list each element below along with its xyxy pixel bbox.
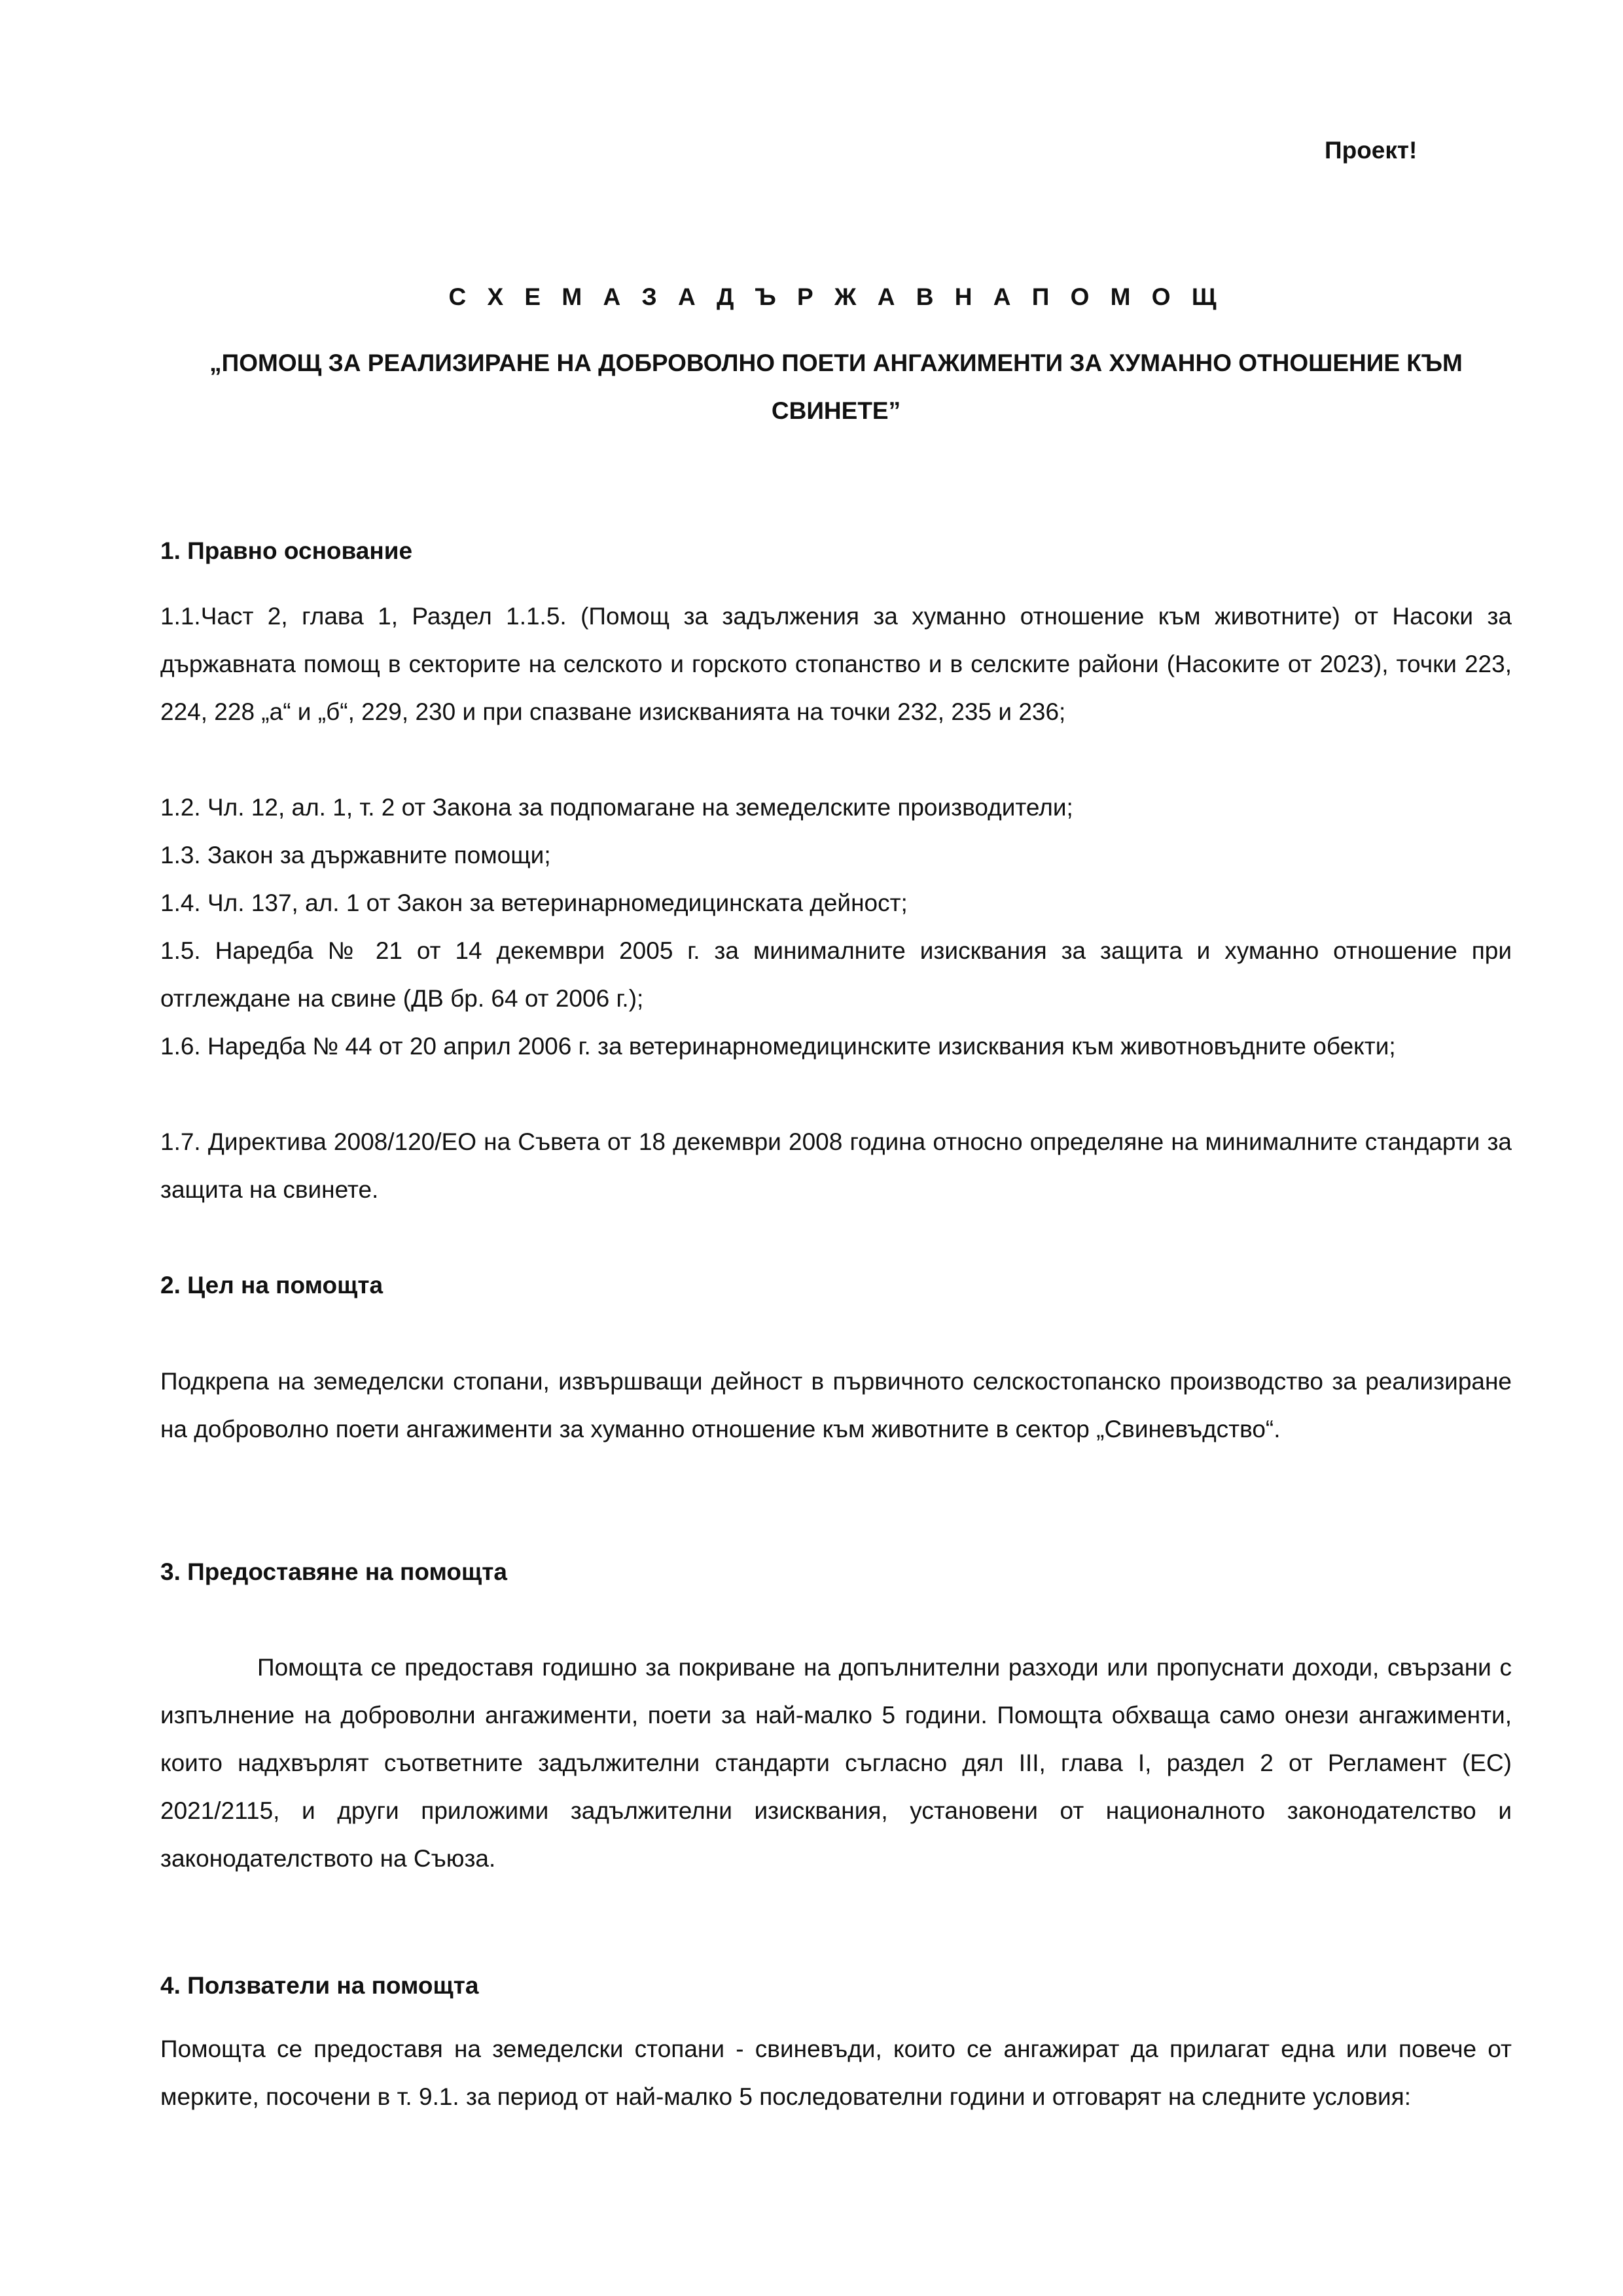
legal-basis-item-1-2: 1.2. Чл. 12, ал. 1, т. 2 от Закона за подпомагане на земеделските производители;	[160, 794, 1073, 821]
legal-basis-item-1-7: 1.7. Директива 2008/120/ЕО на Съвета от 18 декември 2008 година относно определяне на минималните стандарти за защита на свинете.	[160, 1128, 1512, 1203]
section-2-heading: 2. Цел на помощта	[160, 1272, 383, 1299]
section-1-heading: 1. Правно основание	[160, 537, 413, 564]
section-4-text: Помощта се предоставя на земеделски стопани - свиневъди, които се ангажират да прилагат една или повече от мерките, посочени в т. 9.1. за период от най-малко 5 последователни години и отговарят на следните условия:	[160, 2036, 1512, 2110]
section-4-heading: 4. Ползватели на помощта	[160, 1972, 479, 1999]
legal-basis-item-1-3: 1.3. Закон за държавните помощи;	[160, 842, 551, 869]
document-title: С Х Е М А З А Д Ъ Р Ж А В Н А П О М О Щ	[448, 283, 1224, 310]
legal-basis-item-1-1: 1.1.Част 2, глава 1, Раздел 1.1.5. (Помощ за задължения за хуманно отношение към животните) от Насоки за държавната помощ в секторите на селското и горското стопанство и в селските райони (Насоките от 2023), точки 223, 224, 228 „а“ и „б“, 229, 230 и при спазване изискванията на точки 232, 235 и 236;	[160, 603, 1512, 725]
legal-basis-item-1-5: 1.5. Наредба № 21 от 14 декември 2005 г. за минималните изисквания за защита и хуманно отношение при отглеждане на свине (ДВ бр. 64 от 2006 г.);	[160, 937, 1512, 1012]
section-2-text: Подкрепа на земеделски стопани, извършващи дейност в първичното селскостопанско производство за реализиране на доброволно поети ангажименти за хуманно отношение към животните в сектор „Свиневъдство“.	[160, 1368, 1512, 1443]
document-subtitle: „ПОМОЩ ЗА РЕАЛИЗИРАНЕ НА ДОБРОВОЛНО ПОЕТИ АНГАЖИМЕНТИ ЗА ХУМАННО ОТНОШЕНИЕ КЪМ СВИНЕТЕ”	[209, 350, 1463, 424]
legal-basis-item-1-4: 1.4. Чл. 137, ал. 1 от Закон за ветеринарномедицинската дейност;	[160, 889, 908, 916]
legal-basis-item-1-6: 1.6. Наредба № 44 от 20 април 2006 г. за ветеринарномедицинските изисквания към животновъдните обекти;	[160, 1033, 1396, 1060]
draft-label: Проект!	[1325, 137, 1418, 164]
section-3-heading: 3. Предоставяне на помощта	[160, 1558, 507, 1585]
section-3-text: Помощта се предоставя годишно за покриване на допълнителни разходи или пропуснати доходи, свързани с изпълнение на доброволни ангажименти, поети за най-малко 5 години. Помощта обхваща само онези ангажименти, които надхвърлят съответните задължителни стандарти съгласно дял III, глава I, раздел 2 от Регламент (ЕС) 2021/2115, и други приложими задължителни изисквания, установени от националното законодателство и законодателството на Съюза.	[160, 1654, 1512, 1872]
